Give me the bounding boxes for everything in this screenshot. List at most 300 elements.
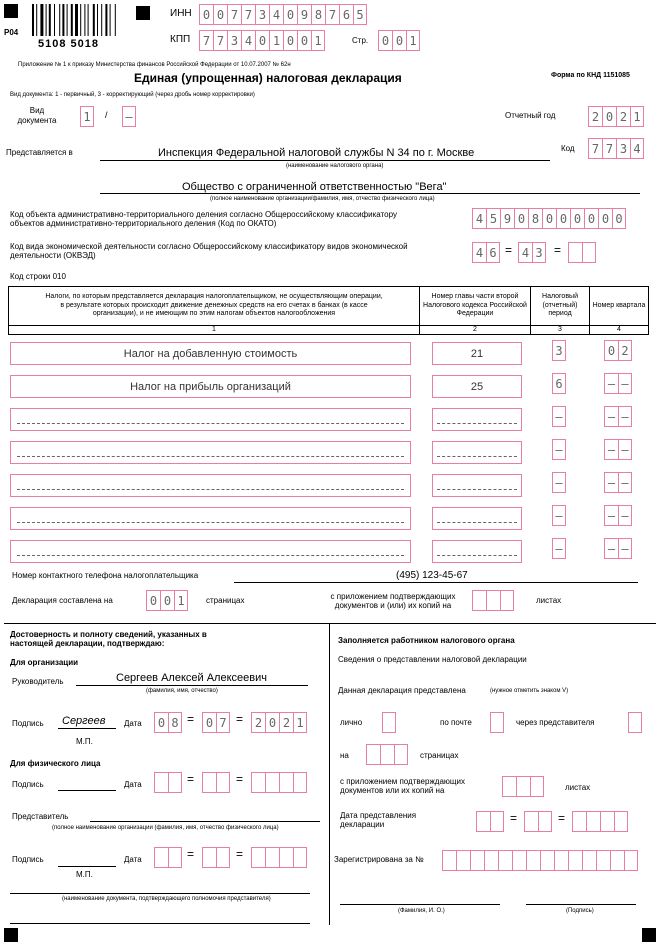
checkbox-cell xyxy=(628,712,642,733)
table-row-tax[interactable] xyxy=(10,408,411,431)
rep-sign-underline xyxy=(58,866,116,867)
quarter-cell: 0 xyxy=(604,340,618,361)
checkbox-cell xyxy=(490,712,504,733)
barcode-bar xyxy=(54,4,55,36)
digit-cell: 2 xyxy=(251,712,265,733)
table-row-tax[interactable] xyxy=(10,474,411,497)
corner-marker-bottom-right xyxy=(642,928,656,942)
table-row-tax[interactable] xyxy=(10,441,411,464)
attach-cell xyxy=(486,590,500,611)
date-cell xyxy=(524,811,538,832)
period-cell: 6 xyxy=(552,373,566,394)
table-colnum-1 xyxy=(8,325,420,335)
digit-cell: 0 xyxy=(570,208,584,229)
digit-cell xyxy=(470,850,484,871)
corner-marker-top xyxy=(136,6,150,20)
date-cell xyxy=(476,811,490,832)
rep-date-year[interactable] xyxy=(251,847,307,868)
date-equals: = xyxy=(236,847,244,861)
page-cell xyxy=(366,744,380,765)
table-row-quarter[interactable] xyxy=(604,406,632,427)
digit-cell: 4 xyxy=(241,30,255,51)
table-row-chapter[interactable] xyxy=(432,507,522,530)
okato-cells[interactable] xyxy=(472,208,626,229)
digit-cell xyxy=(498,850,512,871)
digit-cell: 7 xyxy=(227,4,241,25)
quarter-cell: – xyxy=(604,406,618,427)
code-cells[interactable] xyxy=(588,138,644,159)
table-header-col2 xyxy=(419,286,531,326)
table-row-period[interactable] xyxy=(552,538,566,559)
digit-cell: 0 xyxy=(146,590,160,611)
quarter-cell: – xyxy=(604,439,618,460)
period-cell: – xyxy=(552,538,566,559)
right-sign-underline xyxy=(526,904,636,905)
sign-value: Сергеев xyxy=(62,715,106,727)
digit-cell: 0 xyxy=(612,208,626,229)
digit-cell xyxy=(624,850,638,871)
okved-digit xyxy=(582,242,596,263)
doc-type-label: Вид документа xyxy=(17,106,57,125)
barcode-bar xyxy=(84,4,85,36)
table-row-period[interactable] xyxy=(552,439,566,460)
attach-cell xyxy=(500,590,514,611)
code-label: Код xyxy=(561,144,575,153)
attach-cell xyxy=(516,776,530,797)
inn-cells[interactable] xyxy=(199,4,367,25)
report-year-label: Отчетный год xyxy=(505,111,556,120)
digit-cell: 0 xyxy=(213,4,227,25)
date-cell xyxy=(614,811,628,832)
barcode-bar xyxy=(59,4,60,36)
right-date-day[interactable] xyxy=(476,811,504,832)
digit-cell: 0 xyxy=(514,208,528,229)
digit-cell: 6 xyxy=(339,4,353,25)
okved-cells-3[interactable] xyxy=(568,242,596,263)
digit-cell: 0 xyxy=(255,30,269,51)
for-person-label: Для физического лица xyxy=(10,759,101,768)
doc-type-correction-cell[interactable] xyxy=(122,106,136,127)
table-row-quarter[interactable] xyxy=(604,439,632,460)
section-divider xyxy=(4,623,656,624)
table-row-chapter[interactable] xyxy=(432,474,522,497)
barcode-bar xyxy=(62,4,64,36)
table-colnum-2 xyxy=(419,325,531,335)
digit-cell: 7 xyxy=(213,30,227,51)
colnum-text: 4 xyxy=(617,325,621,333)
digit-cell xyxy=(610,850,624,871)
table-row-quarter[interactable] xyxy=(604,340,632,361)
right-pages-cells[interactable] xyxy=(366,744,408,765)
org-name-underline xyxy=(100,193,640,194)
rep-date-day[interactable] xyxy=(154,847,182,868)
phone-label: Номер контактного телефона налогоплательщика xyxy=(12,571,199,580)
page-cell xyxy=(394,744,408,765)
table-header-col3-text: Налоговый (отчетный) период xyxy=(542,293,578,318)
form-code: Форма по КНД 1151085 xyxy=(551,72,630,79)
digit-cell: 3 xyxy=(255,4,269,25)
barcode-bar xyxy=(49,4,51,36)
barcode-bar xyxy=(67,4,68,36)
tax-name: Налог на добавленную стоимость xyxy=(123,347,298,360)
digit-cell xyxy=(554,850,568,871)
period-cell: – xyxy=(552,505,566,526)
table-row-chapter[interactable] xyxy=(432,408,522,431)
table-row-chapter[interactable] xyxy=(432,441,522,464)
digit-cell xyxy=(568,850,582,871)
digit-cell: 4 xyxy=(472,208,486,229)
rep-underline xyxy=(90,821,320,822)
attach-cell xyxy=(502,776,516,797)
digit-cell: 7 xyxy=(588,138,602,159)
digit-cell: 1 xyxy=(174,590,188,611)
date-presented-label: Дата представления декларации xyxy=(340,811,417,830)
digit-cell: 0 xyxy=(160,590,174,611)
pages-cells[interactable] xyxy=(146,590,188,611)
barcode xyxy=(32,4,120,36)
date-cell xyxy=(216,772,230,793)
page-label: Стр. xyxy=(352,36,369,45)
right-date-month[interactable] xyxy=(524,811,552,832)
table-row-period[interactable] xyxy=(552,340,566,361)
table-row-period[interactable] xyxy=(552,505,566,526)
quarter-cell: – xyxy=(618,439,632,460)
barcode-bar xyxy=(93,4,95,36)
digit-cell: 1 xyxy=(630,106,644,127)
table-row-quarter[interactable] xyxy=(604,472,632,493)
digit-cell xyxy=(526,850,540,871)
barcode-bar xyxy=(75,4,78,36)
quarter-cell: – xyxy=(604,505,618,526)
right-info: Сведения о представлении налоговой декларации xyxy=(338,655,527,664)
right-sheets-label: листах xyxy=(565,783,591,792)
digit-cell: 0 xyxy=(297,30,311,51)
pages-suffix: страницах xyxy=(206,596,245,605)
table-row-quarter[interactable] xyxy=(604,505,632,526)
date-cell xyxy=(265,847,279,868)
table-row-chapter[interactable] xyxy=(432,540,522,563)
doc-type-note: Вид документа: 1 - первичный, 3 - корректирующий (через дробь номер корректировки) xyxy=(10,92,255,98)
period-cell: – xyxy=(552,439,566,460)
digit-cell: 9 xyxy=(500,208,514,229)
digit-cell: 4 xyxy=(269,4,283,25)
date-cell xyxy=(251,847,265,868)
digit-cell: 2 xyxy=(279,712,293,733)
digit-cell: 0 xyxy=(202,712,216,733)
barcode-bar xyxy=(115,4,116,36)
right-fio-underline xyxy=(340,904,500,905)
table-row-tax[interactable] xyxy=(10,375,411,398)
rep-label: Представитель xyxy=(12,812,69,821)
date-cell xyxy=(600,811,614,832)
date-equals: = xyxy=(236,772,244,786)
date-equals: = xyxy=(236,712,244,726)
person-sign-underline xyxy=(58,790,116,791)
table-row-period[interactable] xyxy=(552,472,566,493)
digit-cell xyxy=(484,850,498,871)
okved-equals: = xyxy=(554,243,562,257)
rep-caption: (полное наименование организации (фамилия, имя, отчество физического лица) xyxy=(52,825,279,831)
date-cell xyxy=(202,772,216,793)
person-date-day[interactable] xyxy=(154,772,182,793)
table-row-chapter[interactable] xyxy=(432,342,522,365)
date-equals: = xyxy=(187,847,195,861)
personally-checkbox[interactable] xyxy=(382,712,396,733)
date-cell xyxy=(251,772,265,793)
date-day-cells[interactable] xyxy=(154,712,182,733)
okved-digit xyxy=(568,242,582,263)
barcode-bar xyxy=(46,4,47,36)
chapter-number: 25 xyxy=(470,380,484,393)
checkbox-cell xyxy=(382,712,396,733)
digit-cell: 0 xyxy=(283,30,297,51)
attach-cells[interactable] xyxy=(472,590,514,611)
via-rep-label: через представителя xyxy=(516,718,595,727)
digit-cell: 1 xyxy=(406,30,420,51)
date-cell xyxy=(168,772,182,793)
table-row-chapter[interactable] xyxy=(432,375,522,398)
date-cell xyxy=(202,847,216,868)
date-cell xyxy=(490,811,504,832)
rep-date-month[interactable] xyxy=(202,847,230,868)
by-mail-checkbox[interactable] xyxy=(490,712,504,733)
tax-placeholder-dots xyxy=(17,456,404,457)
date-equals: = xyxy=(187,712,195,726)
date-cell xyxy=(293,847,307,868)
right-heading: Заполняется работником налогового органа xyxy=(338,636,515,645)
digit-cell xyxy=(442,850,456,871)
okato-label: Код объекта административно-территориального деления согласно Общероссийскому классификатору объектов административно-территориального деления (Код по ОКАТО) xyxy=(10,210,397,229)
phone-value: (495) 123-45-67 xyxy=(396,570,468,581)
digit-cell: 0 xyxy=(154,712,168,733)
colnum-text: 2 xyxy=(473,325,477,333)
tax-placeholder-dots xyxy=(17,522,404,523)
digit-cell: 0 xyxy=(602,106,616,127)
date-label: Дата xyxy=(124,719,142,728)
registered-cells[interactable] xyxy=(442,850,638,871)
table-row-period[interactable] xyxy=(552,406,566,427)
table-header-col1 xyxy=(8,286,420,326)
right-fio-caption: (Фамилия, И. О.) xyxy=(398,908,445,914)
quarter-cell: – xyxy=(604,472,618,493)
digit-cell: 5 xyxy=(486,208,500,229)
by-mail-label: по почте xyxy=(440,718,472,727)
rep-sign-label: Подпись xyxy=(12,855,44,864)
barcode-bar xyxy=(101,4,102,36)
barcode-bar xyxy=(88,4,89,36)
left-heading: Достоверность и полноту сведений, указанных в настоящей декларации, подтверждаю: xyxy=(10,630,207,649)
rep-mp-label: М.П. xyxy=(76,870,93,879)
person-date-year[interactable] xyxy=(251,772,307,793)
barcode-bar xyxy=(71,4,73,36)
right-sign-caption: (Подпись) xyxy=(566,908,594,914)
date-cell xyxy=(154,772,168,793)
head-value: Сергеев Алексей Алексеевич xyxy=(116,672,267,684)
digit-cell xyxy=(582,850,596,871)
barcode-bar xyxy=(36,4,37,36)
tax-placeholder-dots xyxy=(17,489,404,490)
date-equals: = xyxy=(558,811,566,825)
digit-cell: 1 xyxy=(293,712,307,733)
right-pages-label: страницах xyxy=(420,751,459,760)
chapter-placeholder-dots xyxy=(437,456,517,457)
attach-label: с приложением подтверждающих документов и (или) их копий на xyxy=(330,592,456,611)
mark-note: (нужное отметить знаком V) xyxy=(490,688,569,694)
digit-cell: 0 xyxy=(199,4,213,25)
digit-cell: 1 xyxy=(311,30,325,51)
table-row-quarter[interactable] xyxy=(604,538,632,559)
digit-cell xyxy=(512,850,526,871)
page-cell xyxy=(380,744,394,765)
colnum-text: 3 xyxy=(558,325,562,333)
barcode-bar xyxy=(105,4,107,36)
chapter-placeholder-dots xyxy=(437,522,517,523)
table-colnum-3 xyxy=(530,325,590,335)
head-underline xyxy=(76,685,308,686)
digit-cell: 0 xyxy=(542,208,556,229)
digit-cell: 8 xyxy=(168,712,182,733)
digit-cell: 7 xyxy=(325,4,339,25)
kpp-label: КПП xyxy=(170,34,191,45)
table-row-quarter[interactable] xyxy=(604,373,632,394)
date-year-cells[interactable] xyxy=(251,712,307,733)
table-header-col3 xyxy=(530,286,590,326)
sign-underline xyxy=(58,728,116,729)
digit-cell: 2 xyxy=(588,106,602,127)
person-date-month[interactable] xyxy=(202,772,230,793)
presented-to-value: Инспекция Федеральной налоговой службы N 34 по г. Москве xyxy=(158,147,475,159)
digit-cell: 0 xyxy=(584,208,598,229)
table-row-tax[interactable] xyxy=(10,507,411,530)
okved-equals: = xyxy=(505,243,513,257)
digit-cell xyxy=(456,850,470,871)
report-year-cells[interactable] xyxy=(588,106,644,127)
digit-cell: 3 xyxy=(616,138,630,159)
okved-digit: 6 xyxy=(486,242,500,263)
digit-cell: 3 xyxy=(227,30,241,51)
doc-caption: (наименование документа, подтверждающего полномочия представителя) xyxy=(62,896,271,902)
doc-underline xyxy=(10,893,310,894)
chapter-placeholder-dots xyxy=(437,489,517,490)
okved-digit: 3 xyxy=(532,242,546,263)
table-row-tax[interactable] xyxy=(10,342,411,365)
digit-cell: 7 xyxy=(216,712,230,733)
date-month-cells[interactable] xyxy=(202,712,230,733)
right-date-year[interactable] xyxy=(572,811,628,832)
digit-cell xyxy=(540,850,554,871)
period-cell: – xyxy=(552,472,566,493)
for-org-label: Для организации xyxy=(10,658,79,667)
table-row-tax[interactable] xyxy=(10,540,411,563)
digit-cell: 9 xyxy=(297,4,311,25)
okved-cells[interactable] xyxy=(472,242,500,263)
row-code-label: Код строки 010 xyxy=(10,272,66,281)
digit-cell: 4 xyxy=(630,138,644,159)
okved-label: Код вида экономической деятельности согласно Общероссийскому классификатору видов экономической деятельности (ОКВЭД) xyxy=(10,242,408,261)
kpp-cells[interactable] xyxy=(199,30,325,51)
digit-cell: 0 xyxy=(556,208,570,229)
date-cell xyxy=(538,811,552,832)
digit-cell: 5 xyxy=(353,4,367,25)
chapter-number: 21 xyxy=(470,347,484,360)
org-caption: (полное наименование организации/фамилия, имя, отчество физического лица) xyxy=(210,196,435,202)
digit-cell: 0 xyxy=(265,712,279,733)
date-cell xyxy=(293,772,307,793)
phone-underline xyxy=(234,582,638,583)
digit-cell: 0 xyxy=(283,4,297,25)
table-colnum-4 xyxy=(589,325,649,335)
date-cell xyxy=(154,847,168,868)
quarter-cell: – xyxy=(618,505,632,526)
digit-cell: 8 xyxy=(311,4,325,25)
section-vertical-divider xyxy=(329,623,330,925)
presented-to-caption: (наименование налогового органа) xyxy=(286,163,384,169)
rep-date-label: Дата xyxy=(124,855,142,864)
right-attach-cells[interactable] xyxy=(502,776,544,797)
okved-digit: 4 xyxy=(472,242,486,263)
okved-cells-2[interactable] xyxy=(518,242,546,263)
table-row-period[interactable] xyxy=(552,373,566,394)
date-cell xyxy=(168,847,182,868)
head-label: Руководитель xyxy=(12,677,64,686)
tax-placeholder-dots xyxy=(17,555,404,556)
barcode-bar xyxy=(80,4,81,36)
digit-cell: 2 xyxy=(616,106,630,127)
corner-marker-bottom-left xyxy=(4,928,18,942)
quarter-cell: 2 xyxy=(618,340,632,361)
page-title: Единая (упрощенная) налоговая декларация xyxy=(134,71,402,85)
date-cell xyxy=(279,847,293,868)
corner-marker-top-left xyxy=(4,4,18,18)
presented-to-underline xyxy=(100,160,550,161)
colnum-text: 1 xyxy=(212,325,216,333)
digit-cell: 7 xyxy=(602,138,616,159)
table-header-col4 xyxy=(589,286,649,326)
date-cell xyxy=(265,772,279,793)
attach-cell xyxy=(530,776,544,797)
doc-type-cell[interactable] xyxy=(80,106,94,127)
doc-underline-2 xyxy=(10,923,310,924)
digit-cell: 7 xyxy=(199,30,213,51)
tax-placeholder-dots xyxy=(17,423,404,424)
barcode-number: 5108 5018 xyxy=(38,38,99,50)
page-number-cells[interactable] xyxy=(378,30,420,51)
via-rep-checkbox[interactable] xyxy=(628,712,642,733)
person-sign-label: Подпись xyxy=(12,780,44,789)
date-cell xyxy=(279,772,293,793)
digit-cell: 0 xyxy=(598,208,612,229)
digit-cell: 0 xyxy=(392,30,406,51)
page-code: Р04 xyxy=(4,28,19,37)
quarter-cell: – xyxy=(618,472,632,493)
tax-name: Налог на прибыль организаций xyxy=(130,380,291,393)
registered-label: Зарегистрирована за № xyxy=(334,855,424,864)
personally-label: лично xyxy=(340,718,363,727)
chapter-placeholder-dots xyxy=(437,555,517,556)
mp-label: М.П. xyxy=(76,737,93,746)
quarter-cell: – xyxy=(604,373,618,394)
barcode-bar xyxy=(110,4,111,36)
digit-cell xyxy=(596,850,610,871)
date-cell xyxy=(572,811,586,832)
attach-suffix: листах xyxy=(536,596,562,605)
inn-label: ИНН xyxy=(170,8,192,19)
barcode-bar xyxy=(40,4,43,36)
sign-label: Подпись xyxy=(12,719,44,728)
quarter-cell: – xyxy=(604,538,618,559)
quarter-cell: – xyxy=(618,538,632,559)
quarter-cell: – xyxy=(618,406,632,427)
